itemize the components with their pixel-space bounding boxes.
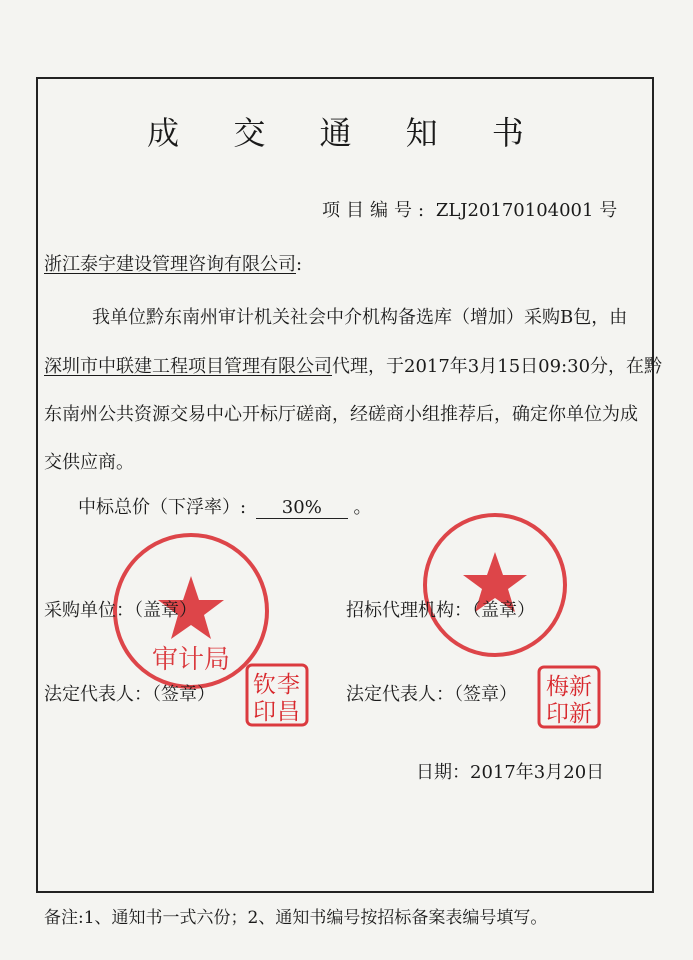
left-personal-seal xyxy=(244,662,310,728)
agency-signature-line: 招标代理机构：（盖章） xyxy=(346,600,535,621)
agent-company: 深圳市中联建工程项目管理有限公司 xyxy=(44,356,332,377)
price-end: 。 xyxy=(353,497,372,518)
body-line-2-rest: 代理，于2017年3月15日09:30分，在黔 xyxy=(332,356,663,377)
left-personal-seal-text-bottom: 印昌 xyxy=(253,699,301,725)
body-line-4: 交供应商。 xyxy=(44,452,134,473)
addressee-name: 浙江泰宇建设管理咨询有限公司 xyxy=(44,254,296,275)
legal-rep-left: 法定代表人：（签章） xyxy=(44,684,215,705)
legal-rep-right: 法定代表人：（签章） xyxy=(346,684,517,705)
issue-date: 日期：2017年3月20日 xyxy=(416,762,605,783)
left-personal-seal-text-top: 钦李 xyxy=(253,672,301,698)
price-label: 中标总价（下浮率）: xyxy=(78,497,247,518)
agency-official-seal xyxy=(420,510,570,660)
body-line-3: 东南州公共资源交易中心开标厅磋商，经磋商小组推荐后，确定你单位为成 xyxy=(44,404,638,425)
project-number xyxy=(322,196,617,222)
footnote: 备注:1、通知书一式六份；2、通知书编号按招标备案表编号填写。 xyxy=(44,908,548,928)
body-line-2 xyxy=(44,352,662,378)
project-number-value: ZLJ20170104001 xyxy=(435,200,594,221)
body-line-1: 我单位黔东南州审计机关社会中介机构备选库（增加）采购B包，由 xyxy=(92,307,628,328)
right-personal-seal-text-top: 梅新 xyxy=(546,674,592,700)
addressee xyxy=(44,250,302,276)
seal-dept-text: 审计局 xyxy=(151,645,231,675)
right-personal-seal-text-bottom: 印新 xyxy=(546,701,592,727)
project-number-suffix: 号 xyxy=(599,200,618,221)
winning-price xyxy=(78,493,372,519)
purchaser-signature-line: 采购单位：（盖章） xyxy=(44,600,197,621)
price-value: 30% xyxy=(256,497,348,519)
right-personal-seal xyxy=(536,664,602,730)
document-title: 成 交 通 知 书 xyxy=(147,114,546,152)
addressee-colon: : xyxy=(296,254,303,275)
project-number-label: 项目编号: xyxy=(322,200,431,221)
